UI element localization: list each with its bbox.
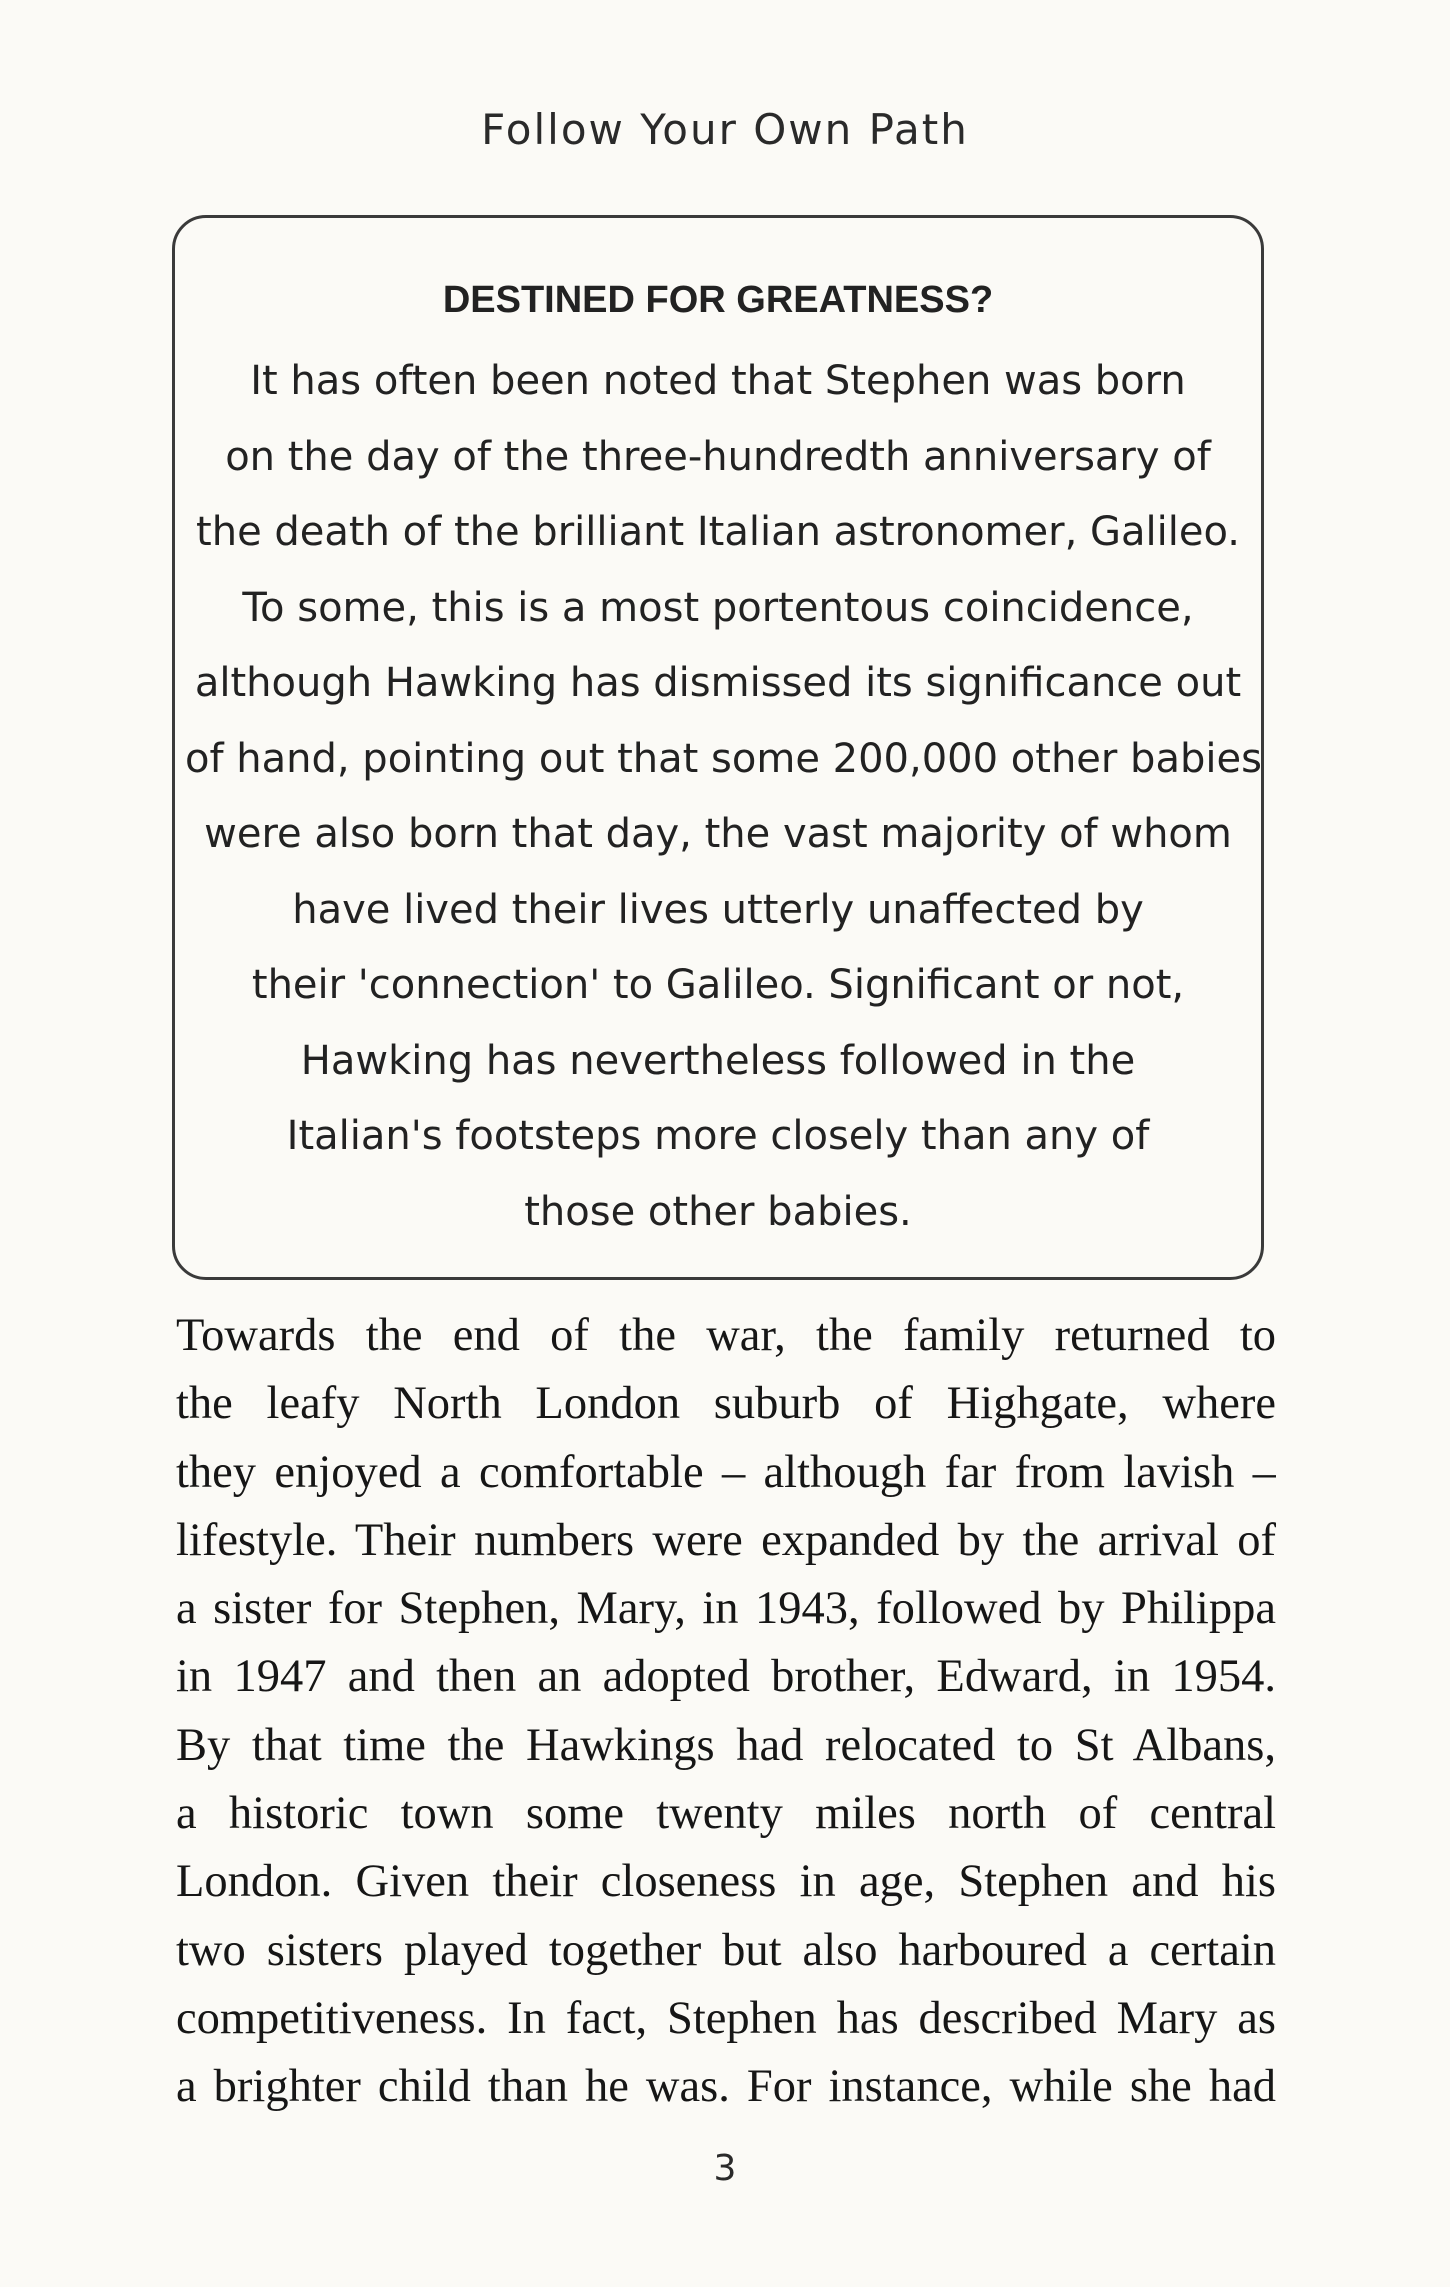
- sidebar-line: To some, this is a most portentous coincidence,: [242, 584, 1194, 631]
- sidebar-line: were also born that day, the vast majority of whom: [204, 811, 1232, 857]
- body-line: lifestyle. Their numbers were expanded by the arrival of: [176, 1514, 1276, 1566]
- sidebar-line: on the day of the three-hundredth anniversary of: [225, 433, 1211, 480]
- body-line: Towards the end of the war, the family returned to: [176, 1310, 1276, 1361]
- sidebar-box: [172, 215, 1264, 1280]
- page-number: 3: [713, 2148, 737, 2189]
- body-line: a historic town some twenty miles north of central: [176, 1788, 1276, 1840]
- running-head: Follow Your Own Path: [481, 105, 969, 154]
- sidebar-line: It has often been noted that Stephen was born: [250, 358, 1186, 404]
- body-line: competitiveness. In fact, Stephen has described Mary as: [176, 1992, 1276, 2044]
- body-line: they enjoyed a comfortable – although far from lavish –: [176, 1446, 1276, 1498]
- body-line: a sister for Stephen, Mary, in 1943, followed by Philippa: [176, 1583, 1276, 1635]
- sidebar-line: of hand, pointing out that some 200,000 other babies: [185, 735, 1262, 782]
- sidebar-line: those other babies.: [524, 1188, 912, 1235]
- body-line: a brighter child than he was. For instance, while she had: [176, 2061, 1276, 2113]
- body-line: two sisters played together but also harboured a certain: [176, 1924, 1276, 1976]
- body-paragraph: [176, 1302, 1276, 2122]
- sidebar-line: Hawking has nevertheless followed in the: [300, 1037, 1136, 1084]
- sidebar-line: Italian's footsteps more closely than any of: [286, 1113, 1150, 1159]
- body-line: By that time the Hawkings had relocated to St Albans,: [176, 1719, 1276, 1771]
- sidebar-line: although Hawking has dismissed its significance out: [194, 660, 1242, 706]
- sidebar-title: DESTINED FOR GREATNESS?: [442, 279, 994, 321]
- sidebar-line: have lived their lives utterly unaffected by: [292, 886, 1144, 933]
- body-line: the leafy North London suburb of Highgate, where: [176, 1378, 1276, 1430]
- sidebar-line: their 'connection' to Galileo. Significant or not,: [251, 962, 1185, 1008]
- body-line: London. Given their closeness in age, Stephen and his: [176, 1856, 1276, 1908]
- sidebar-line: the death of the brilliant Italian astronomer, Galileo.: [196, 509, 1240, 555]
- body-line: in 1947 and then an adopted brother, Edward, in 1954.: [176, 1651, 1276, 1703]
